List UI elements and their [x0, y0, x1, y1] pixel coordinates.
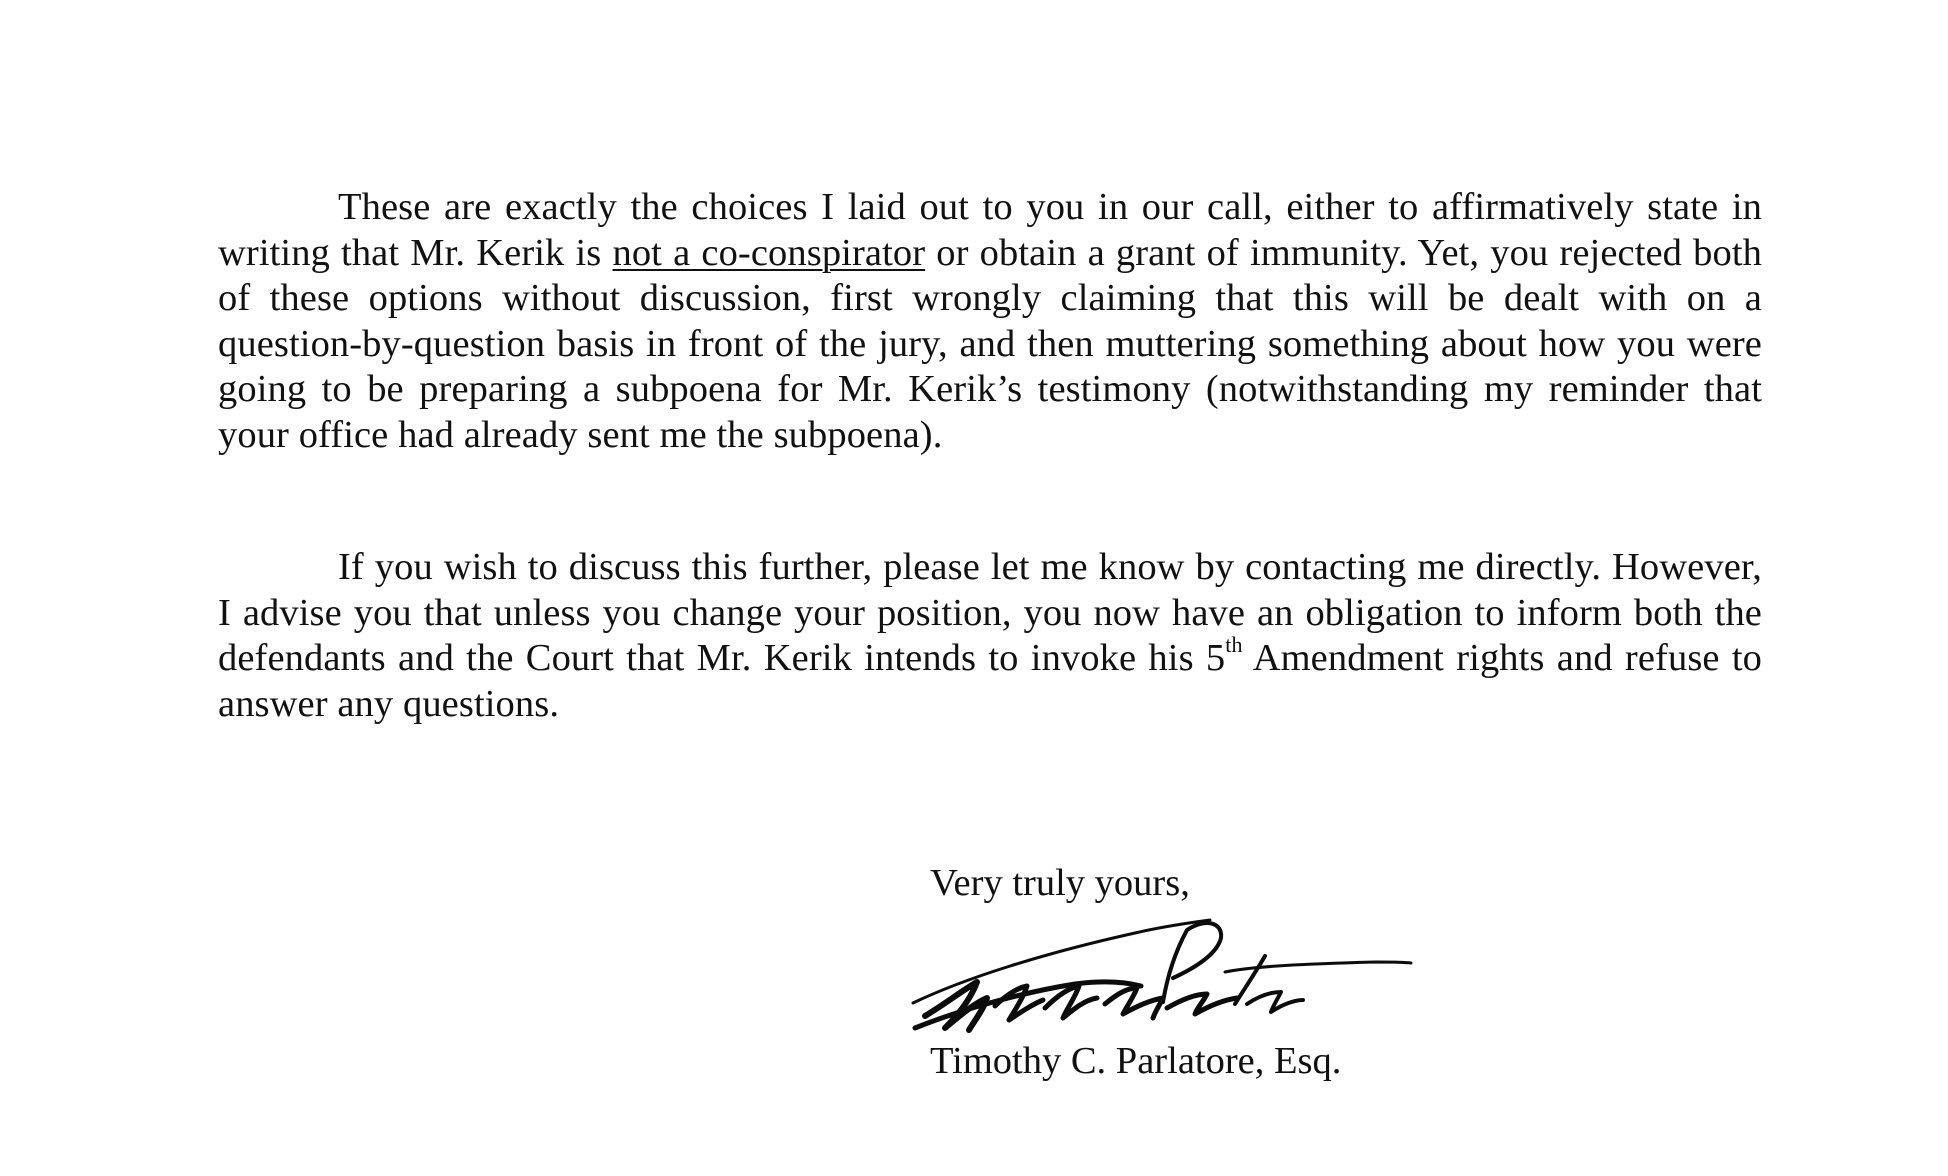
signer-name: Timothy C. Parlatore, Esq. — [930, 1040, 1342, 1082]
paragraph-further-discussion-text — [218, 545, 1762, 727]
underlined-phrase: not a co-conspirator — [612, 231, 926, 274]
paragraph-choices — [218, 185, 1762, 458]
paragraph-choices-part-1: These are exactly the choices I laid out to you in our call, either to affirmatively state in writing that Mr. Kerik is — [218, 186, 1762, 274]
paragraph-further-part-2: Amendment rights and refuse to answer any questions. — [218, 637, 1763, 725]
ordinal-superscript: th — [1225, 632, 1243, 658]
closing-salutation: Very truly yours, — [930, 862, 1190, 904]
handwritten-signature — [905, 908, 1415, 1048]
paragraph-further-discussion — [218, 545, 1762, 727]
paragraph-choices-part-2: or obtain a grant of immunity. Yet, you rejected both of these options without discussion, first wrongly claiming that this will be dealt with on a question-by-question basis in front of the jury, and then muttering something about how you were going to be preparing a subpoena for Mr. Kerik’s testimony (notwithstanding my reminder that your office had already sent me the subpoena). — [218, 231, 1762, 456]
paragraph-further-part-1: If you wish to discuss this further, please let me know by contacting me directly. However, I advise you that unless you change your position, you now have an obligation to inform both the defendants and the Court that Mr. Kerik intends to invoke his 5 — [218, 546, 1762, 679]
paragraph-choices-text — [218, 185, 1762, 458]
